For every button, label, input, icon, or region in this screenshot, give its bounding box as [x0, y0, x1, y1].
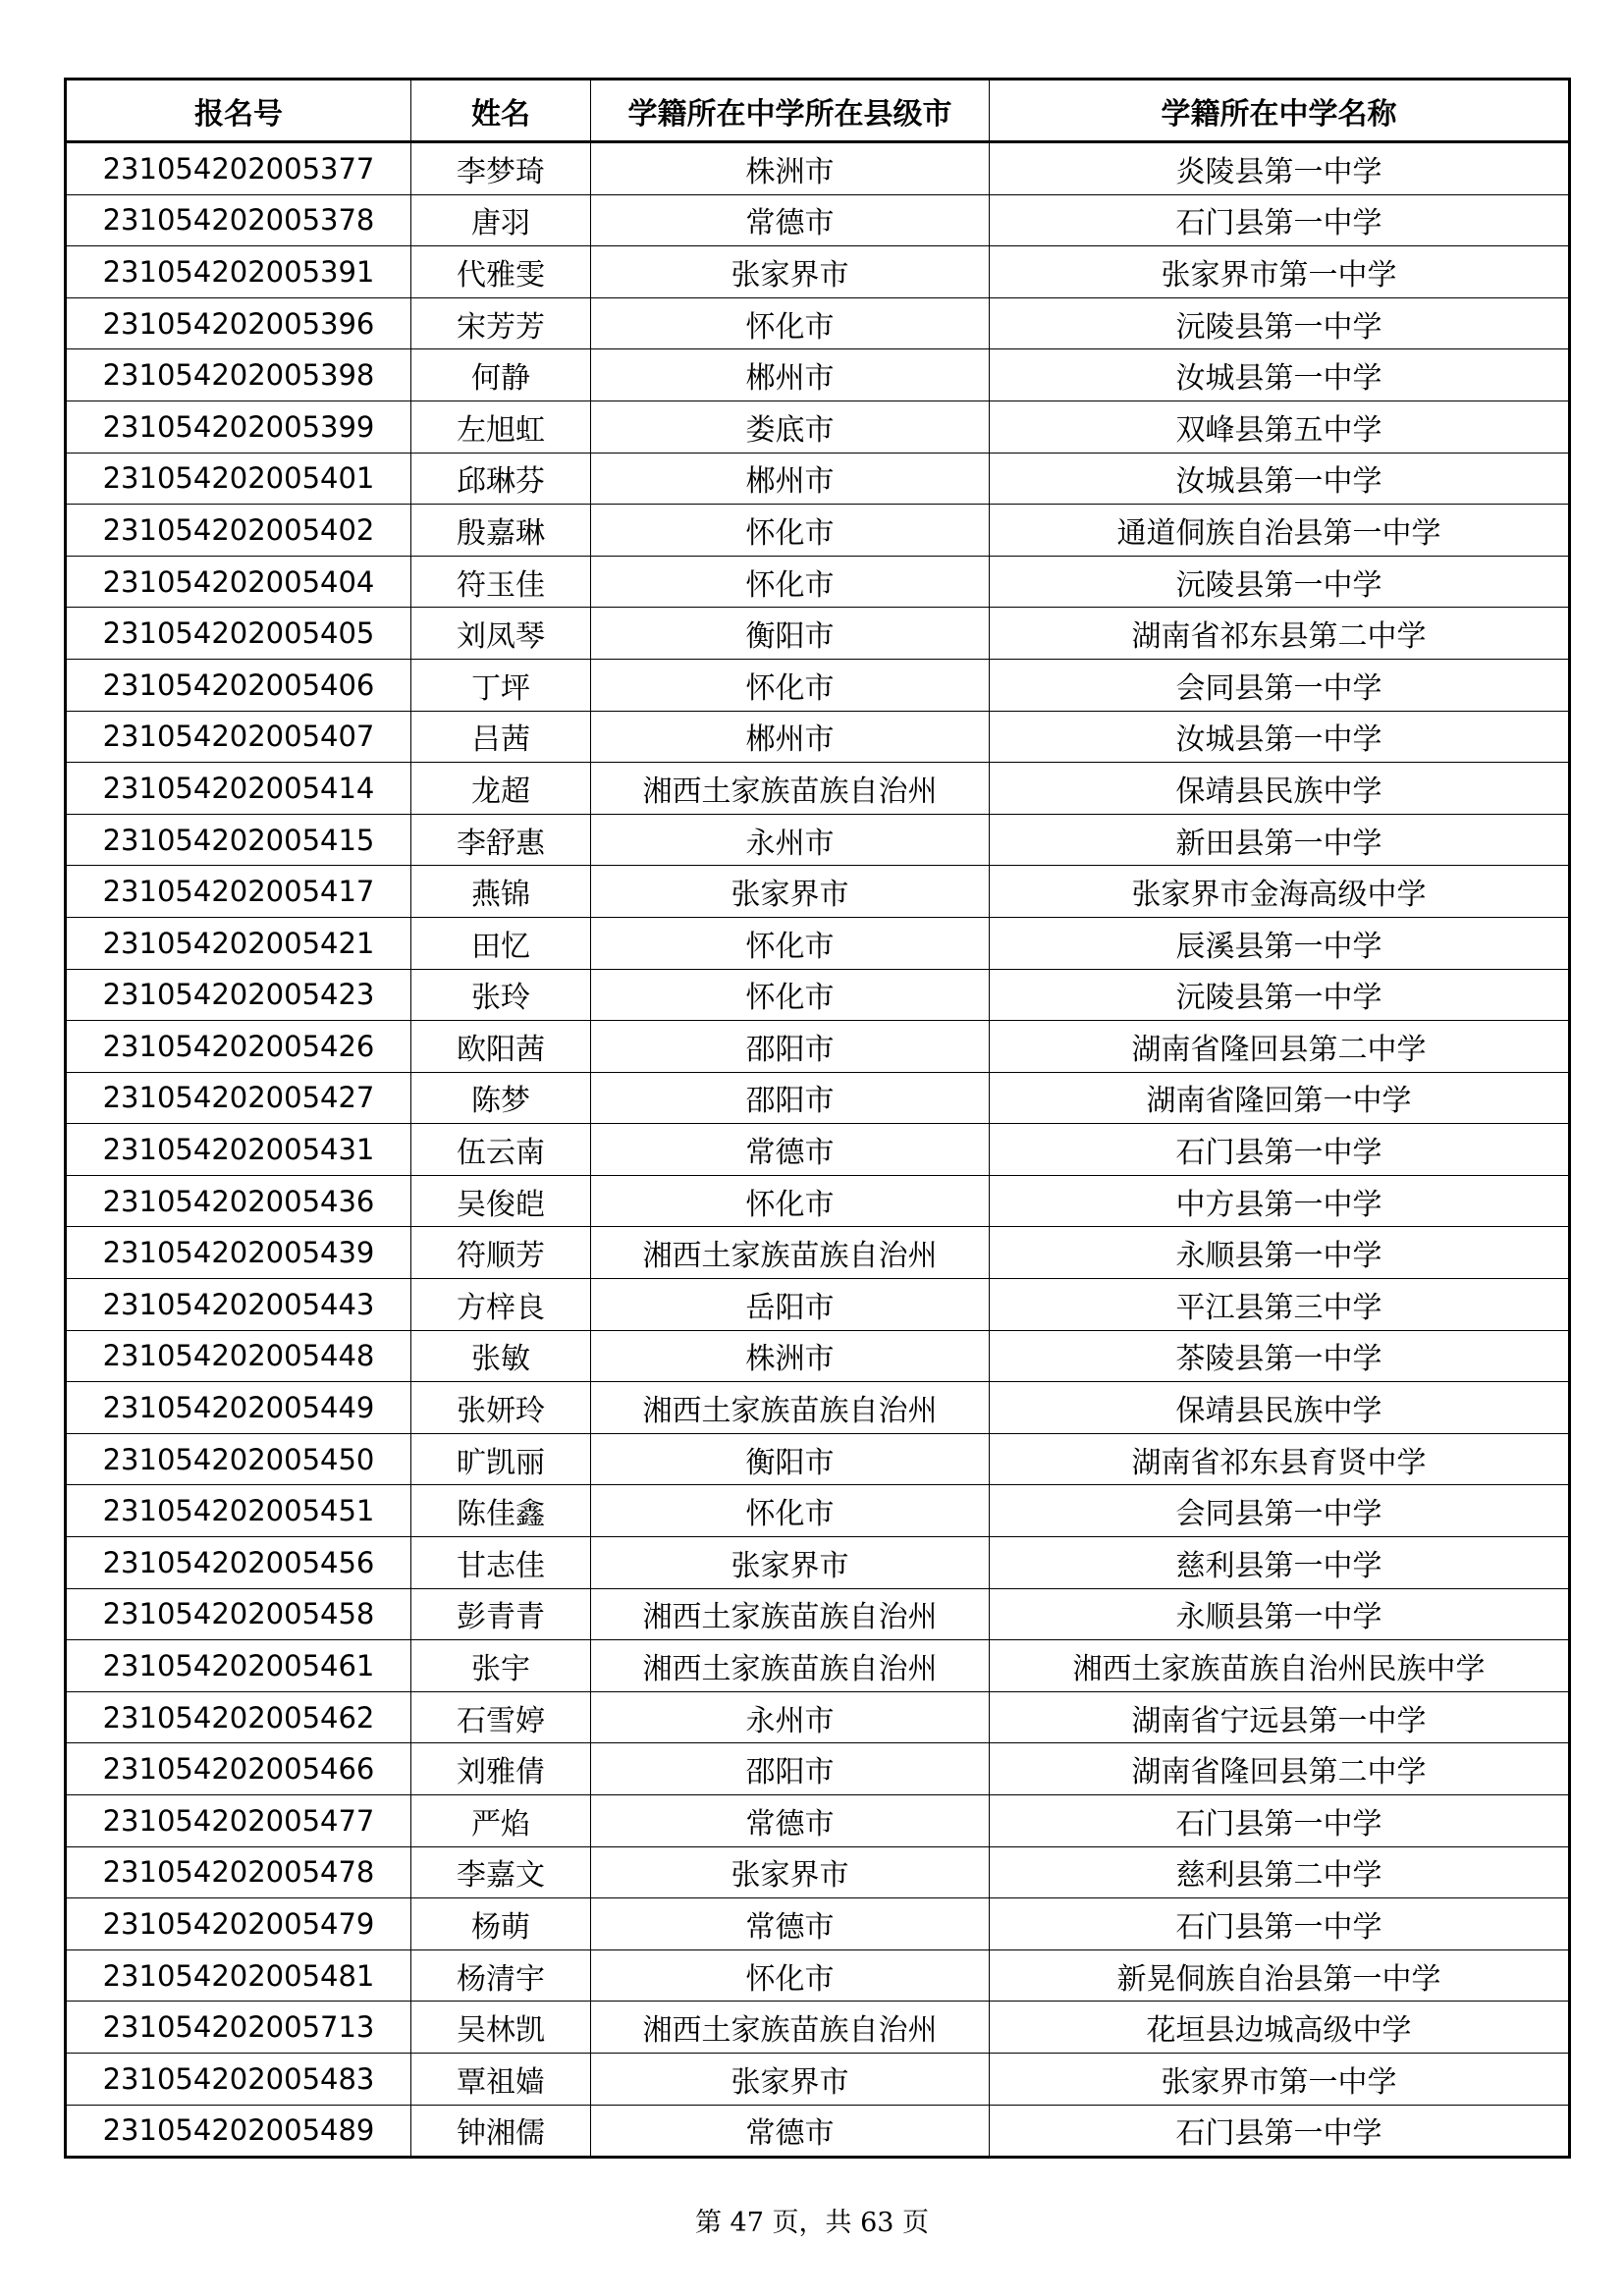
- cell-school-city: 常德市: [591, 194, 990, 246]
- header-name: 姓名: [411, 80, 591, 142]
- cell-name: 宋芳芳: [411, 297, 591, 349]
- cell-school-name: 湖南省宁远县第一中学: [990, 1691, 1570, 1743]
- cell-name: 邱琳芬: [411, 453, 591, 505]
- admission-list-table: [64, 78, 1571, 2159]
- cell-school-name: 花垣县边城高级中学: [990, 2002, 1570, 2054]
- cell-school-name: 湖南省祁东县第二中学: [990, 608, 1570, 660]
- table-row: [66, 1795, 1570, 1847]
- cell-registration-number: 231054202005431: [66, 1124, 411, 1176]
- cell-school-city: 怀化市: [591, 1485, 990, 1537]
- header-registration-number: 报名号: [66, 80, 411, 142]
- cell-school-city: 湘西土家族苗族自治州: [591, 1227, 990, 1279]
- cell-school-name: 永顺县第一中学: [990, 1227, 1570, 1279]
- cell-school-name: 保靖县民族中学: [990, 1382, 1570, 1434]
- table-row: [66, 556, 1570, 608]
- cell-name: 代雅雯: [411, 246, 591, 298]
- cell-school-name: 湖南省隆回县第二中学: [990, 1021, 1570, 1073]
- cell-school-city: 郴州市: [591, 453, 990, 505]
- table-row: [66, 400, 1570, 453]
- cell-school-city: 怀化市: [591, 917, 990, 969]
- cell-name: 张妍玲: [411, 1382, 591, 1434]
- cell-school-city: 常德市: [591, 1124, 990, 1176]
- cell-school-name: 保靖县民族中学: [990, 763, 1570, 815]
- cell-school-name: 湖南省隆回第一中学: [990, 1072, 1570, 1124]
- cell-name: 张敏: [411, 1330, 591, 1382]
- cell-school-name: 湘西土家族苗族自治州民族中学: [990, 1640, 1570, 1692]
- header-school-city: 学籍所在中学所在县级市: [591, 80, 990, 142]
- cell-name: 彭青青: [411, 1588, 591, 1640]
- cell-school-name: 沅陵县第一中学: [990, 969, 1570, 1021]
- cell-school-city: 邵阳市: [591, 1743, 990, 1795]
- cell-name: 杨萌: [411, 1898, 591, 1950]
- cell-school-name: 湖南省祁东县育贤中学: [990, 1433, 1570, 1485]
- cell-school-city: 张家界市: [591, 866, 990, 918]
- table-row: [66, 2053, 1570, 2105]
- cell-name: 何静: [411, 349, 591, 401]
- cell-school-name: 湖南省隆回县第二中学: [990, 1743, 1570, 1795]
- cell-school-name: 通道侗族自治县第一中学: [990, 505, 1570, 557]
- cell-school-city: 湘西土家族苗族自治州: [591, 763, 990, 815]
- cell-registration-number: 231054202005378: [66, 194, 411, 246]
- table-header: [66, 80, 1570, 142]
- cell-registration-number: 231054202005426: [66, 1021, 411, 1073]
- cell-name: 张玲: [411, 969, 591, 1021]
- cell-registration-number: 231054202005421: [66, 917, 411, 969]
- cell-school-city: 邵阳市: [591, 1021, 990, 1073]
- cell-registration-number: 231054202005713: [66, 2002, 411, 2054]
- cell-school-city: 怀化市: [591, 659, 990, 711]
- cell-name: 伍云南: [411, 1124, 591, 1176]
- table-row: [66, 1382, 1570, 1434]
- cell-school-city: 娄底市: [591, 400, 990, 453]
- cell-school-city: 怀化市: [591, 1175, 990, 1227]
- cell-school-name: 石门县第一中学: [990, 1795, 1570, 1847]
- table-header-row: [66, 80, 1570, 142]
- cell-name: 陈梦: [411, 1072, 591, 1124]
- table-row: [66, 1330, 1570, 1382]
- cell-name: 杨清宇: [411, 1949, 591, 2002]
- cell-school-name: 汝城县第一中学: [990, 349, 1570, 401]
- table-row: [66, 2105, 1570, 2158]
- cell-registration-number: 231054202005391: [66, 246, 411, 298]
- cell-school-name: 张家界市第一中学: [990, 2053, 1570, 2105]
- table-row: [66, 866, 1570, 918]
- cell-registration-number: 231054202005406: [66, 659, 411, 711]
- cell-school-name: 张家界市第一中学: [990, 246, 1570, 298]
- table-row: [66, 1175, 1570, 1227]
- cell-registration-number: 231054202005479: [66, 1898, 411, 1950]
- cell-registration-number: 231054202005489: [66, 2105, 411, 2158]
- table-row: [66, 2002, 1570, 2054]
- cell-name: 燕锦: [411, 866, 591, 918]
- cell-school-name: 石门县第一中学: [990, 2105, 1570, 2158]
- cell-school-city: 怀化市: [591, 297, 990, 349]
- cell-registration-number: 231054202005462: [66, 1691, 411, 1743]
- cell-registration-number: 231054202005396: [66, 297, 411, 349]
- table-row: [66, 969, 1570, 1021]
- cell-name: 旷凯丽: [411, 1433, 591, 1485]
- cell-school-city: 郴州市: [591, 711, 990, 763]
- cell-name: 李嘉文: [411, 1846, 591, 1898]
- table-row: [66, 1898, 1570, 1950]
- cell-name: 丁坪: [411, 659, 591, 711]
- cell-school-city: 岳阳市: [591, 1279, 990, 1331]
- table-body: [66, 142, 1570, 2158]
- cell-registration-number: 231054202005377: [66, 142, 411, 195]
- cell-name: 欧阳茜: [411, 1021, 591, 1073]
- cell-name: 严焰: [411, 1795, 591, 1847]
- cell-name: 唐羽: [411, 194, 591, 246]
- cell-registration-number: 231054202005401: [66, 453, 411, 505]
- cell-school-city: 湘西土家族苗族自治州: [591, 1640, 990, 1692]
- table-row: [66, 1021, 1570, 1073]
- table-row: [66, 1743, 1570, 1795]
- cell-registration-number: 231054202005451: [66, 1485, 411, 1537]
- cell-name: 李舒惠: [411, 814, 591, 866]
- cell-school-city: 衡阳市: [591, 1433, 990, 1485]
- cell-registration-number: 231054202005450: [66, 1433, 411, 1485]
- cell-registration-number: 231054202005417: [66, 866, 411, 918]
- cell-school-name: 炎陵县第一中学: [990, 142, 1570, 195]
- cell-school-name: 新晃侗族自治县第一中学: [990, 1949, 1570, 2002]
- cell-school-name: 沅陵县第一中学: [990, 297, 1570, 349]
- table-row: [66, 1949, 1570, 2002]
- page-number-footer: 第 47 页，共 63 页: [694, 2208, 930, 2238]
- cell-registration-number: 231054202005407: [66, 711, 411, 763]
- table-row: [66, 917, 1570, 969]
- cell-school-name: 平江县第三中学: [990, 1279, 1570, 1331]
- cell-registration-number: 231054202005461: [66, 1640, 411, 1692]
- cell-registration-number: 231054202005414: [66, 763, 411, 815]
- table-row: [66, 1691, 1570, 1743]
- cell-name: 左旭虹: [411, 400, 591, 453]
- cell-registration-number: 231054202005483: [66, 2053, 411, 2105]
- cell-school-name: 新田县第一中学: [990, 814, 1570, 866]
- cell-school-name: 慈利县第二中学: [990, 1846, 1570, 1898]
- table-row: [66, 194, 1570, 246]
- cell-school-city: 张家界市: [591, 246, 990, 298]
- cell-name: 钟湘儒: [411, 2105, 591, 2158]
- cell-school-name: 中方县第一中学: [990, 1175, 1570, 1227]
- table-row: [66, 1846, 1570, 1898]
- table-row: [66, 142, 1570, 195]
- cell-school-city: 永州市: [591, 814, 990, 866]
- cell-school-name: 辰溪县第一中学: [990, 917, 1570, 969]
- table-row: [66, 349, 1570, 401]
- table-row: [66, 814, 1570, 866]
- cell-name: 符玉佳: [411, 556, 591, 608]
- cell-school-name: 会同县第一中学: [990, 1485, 1570, 1537]
- cell-school-city: 郴州市: [591, 349, 990, 401]
- cell-name: 吴俊皑: [411, 1175, 591, 1227]
- table-row: [66, 659, 1570, 711]
- cell-school-name: 汝城县第一中学: [990, 453, 1570, 505]
- cell-name: 田忆: [411, 917, 591, 969]
- cell-school-city: 常德市: [591, 1898, 990, 1950]
- cell-registration-number: 231054202005478: [66, 1846, 411, 1898]
- cell-registration-number: 231054202005423: [66, 969, 411, 1021]
- cell-school-city: 张家界市: [591, 1846, 990, 1898]
- cell-registration-number: 231054202005405: [66, 608, 411, 660]
- table-row: [66, 608, 1570, 660]
- cell-name: 吴林凯: [411, 2002, 591, 2054]
- cell-school-city: 湘西土家族苗族自治州: [591, 1382, 990, 1434]
- table-row: [66, 711, 1570, 763]
- cell-registration-number: 231054202005415: [66, 814, 411, 866]
- cell-registration-number: 231054202005398: [66, 349, 411, 401]
- cell-school-city: 湘西土家族苗族自治州: [591, 1588, 990, 1640]
- cell-school-name: 石门县第一中学: [990, 1898, 1570, 1950]
- cell-school-name: 双峰县第五中学: [990, 400, 1570, 453]
- table-row: [66, 1124, 1570, 1176]
- cell-name: 李梦琦: [411, 142, 591, 195]
- table-row: [66, 505, 1570, 557]
- cell-school-city: 湘西土家族苗族自治州: [591, 2002, 990, 2054]
- cell-school-name: 汝城县第一中学: [990, 711, 1570, 763]
- cell-school-city: 邵阳市: [591, 1072, 990, 1124]
- cell-name: 吕茜: [411, 711, 591, 763]
- table-row: [66, 1433, 1570, 1485]
- cell-name: 刘雅倩: [411, 1743, 591, 1795]
- cell-name: 覃祖嫱: [411, 2053, 591, 2105]
- table-row: [66, 1537, 1570, 1589]
- cell-registration-number: 231054202005402: [66, 505, 411, 557]
- cell-registration-number: 231054202005439: [66, 1227, 411, 1279]
- cell-school-name: 永顺县第一中学: [990, 1588, 1570, 1640]
- cell-school-name: 沅陵县第一中学: [990, 556, 1570, 608]
- cell-registration-number: 231054202005448: [66, 1330, 411, 1382]
- table-row: [66, 1588, 1570, 1640]
- cell-school-city: 永州市: [591, 1691, 990, 1743]
- table-row: [66, 763, 1570, 815]
- table-row: [66, 1279, 1570, 1331]
- table-row: [66, 297, 1570, 349]
- cell-school-city: 怀化市: [591, 1949, 990, 2002]
- cell-registration-number: 231054202005404: [66, 556, 411, 608]
- table-row: [66, 246, 1570, 298]
- cell-school-name: 茶陵县第一中学: [990, 1330, 1570, 1382]
- cell-registration-number: 231054202005399: [66, 400, 411, 453]
- cell-registration-number: 231054202005466: [66, 1743, 411, 1795]
- cell-school-city: 张家界市: [591, 1537, 990, 1589]
- cell-name: 刘凤琴: [411, 608, 591, 660]
- cell-name: 甘志佳: [411, 1537, 591, 1589]
- table-row: [66, 1072, 1570, 1124]
- cell-registration-number: 231054202005436: [66, 1175, 411, 1227]
- cell-school-name: 石门县第一中学: [990, 1124, 1570, 1176]
- cell-school-name: 张家界市金海高级中学: [990, 866, 1570, 918]
- cell-registration-number: 231054202005458: [66, 1588, 411, 1640]
- cell-school-name: 慈利县第一中学: [990, 1537, 1570, 1589]
- cell-registration-number: 231054202005427: [66, 1072, 411, 1124]
- table-row: [66, 453, 1570, 505]
- cell-school-city: 怀化市: [591, 969, 990, 1021]
- cell-school-city: 常德市: [591, 2105, 990, 2158]
- table-row: [66, 1640, 1570, 1692]
- header-school-name: 学籍所在中学名称: [990, 80, 1570, 142]
- cell-registration-number: 231054202005456: [66, 1537, 411, 1589]
- cell-school-name: 会同县第一中学: [990, 659, 1570, 711]
- cell-school-city: 衡阳市: [591, 608, 990, 660]
- cell-registration-number: 231054202005443: [66, 1279, 411, 1331]
- cell-name: 符顺芳: [411, 1227, 591, 1279]
- cell-name: 陈佳鑫: [411, 1485, 591, 1537]
- cell-school-city: 张家界市: [591, 2053, 990, 2105]
- table-row: [66, 1227, 1570, 1279]
- cell-registration-number: 231054202005449: [66, 1382, 411, 1434]
- cell-name: 石雪婷: [411, 1691, 591, 1743]
- cell-school-city: 常德市: [591, 1795, 990, 1847]
- cell-school-city: 株洲市: [591, 1330, 990, 1382]
- cell-school-city: 株洲市: [591, 142, 990, 195]
- cell-name: 龙超: [411, 763, 591, 815]
- cell-name: 张宇: [411, 1640, 591, 1692]
- cell-school-name: 石门县第一中学: [990, 194, 1570, 246]
- cell-registration-number: 231054202005477: [66, 1795, 411, 1847]
- cell-school-city: 怀化市: [591, 505, 990, 557]
- cell-name: 殷嘉琳: [411, 505, 591, 557]
- cell-registration-number: 231054202005481: [66, 1949, 411, 2002]
- cell-school-city: 怀化市: [591, 556, 990, 608]
- cell-name: 方梓良: [411, 1279, 591, 1331]
- table-row: [66, 1485, 1570, 1537]
